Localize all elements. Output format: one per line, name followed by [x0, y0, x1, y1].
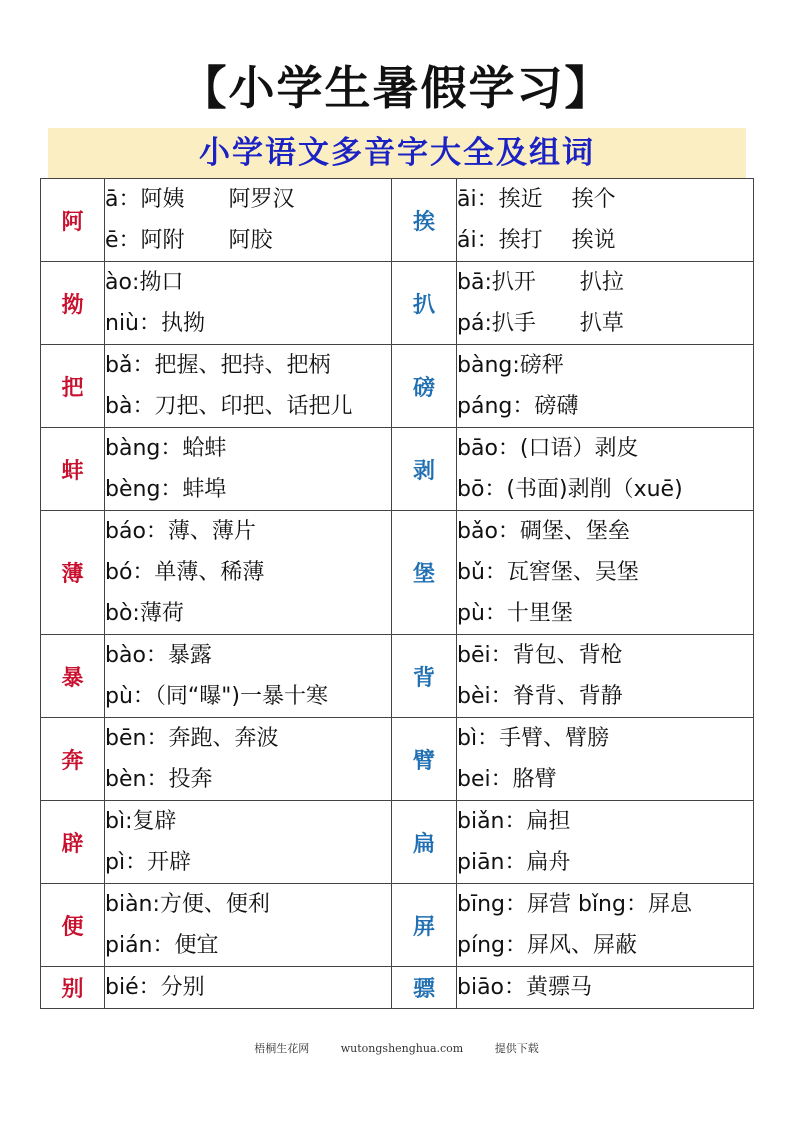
pronunciation-line: bāo：(口语）剥皮 [457, 436, 639, 461]
right-character-cell: 背 [392, 635, 457, 718]
pronunciation-line: bō：(书面)剥削（xuē) [457, 477, 683, 502]
table-row [41, 511, 754, 635]
left-character-cell: 辟 [41, 801, 105, 884]
pronunciation-line: biāo：黄骠马 [457, 975, 593, 1000]
pronunciation-line: pù：十里堡 [457, 601, 573, 626]
left-entries-cell [105, 511, 392, 635]
pronunciation-line: pá:扒手 扒草 [457, 311, 624, 336]
left-entries-cell [105, 967, 392, 1009]
pronunciation-line: báo：薄、薄片 [105, 519, 256, 544]
right-character-cell: 骠 [392, 967, 457, 1009]
pronunciation-line: biàn:方便、便利 [105, 892, 270, 917]
polyphone-table [40, 178, 754, 1009]
pronunciation-line: bèn：投奔 [105, 767, 213, 792]
pronunciation-line: ái：挨打 挨说 [457, 228, 616, 253]
pronunciation-line: páng：磅礴 [457, 394, 579, 419]
right-character-cell: 扁 [392, 801, 457, 884]
pronunciation-line: bì：手臂、臂膀 [457, 726, 610, 751]
pronunciation-line: bié：分别 [105, 975, 205, 1000]
pronunciation-line: piān：扁舟 [457, 850, 571, 875]
left-character-cell: 把 [41, 345, 105, 428]
left-character-cell: 蚌 [41, 428, 105, 511]
pronunciation-line: pù：（同“曝")一暴十寒 [105, 684, 329, 709]
pronunciation-line: bā:扒开 扒拉 [457, 270, 624, 295]
table-row [41, 884, 754, 967]
right-character-cell: 屏 [392, 884, 457, 967]
page-subtitle: 小学语文多音字大全及组词 [199, 135, 595, 171]
pronunciation-line: pián：便宜 [105, 933, 219, 958]
left-entries-cell [105, 179, 392, 262]
table-row [41, 262, 754, 345]
pronunciation-line: ā：阿姨 阿罗汉 [105, 187, 295, 212]
pronunciation-line: bàng：蛤蚌 [105, 436, 227, 461]
table-row [41, 345, 754, 428]
left-character-cell: 薄 [41, 511, 105, 635]
right-entries-cell [457, 884, 754, 967]
footer-note: 提供下载 [494, 1042, 539, 1055]
footer [0, 1040, 793, 1056]
right-entries-cell [457, 428, 754, 511]
pronunciation-line: bèng：蚌埠 [105, 477, 227, 502]
pronunciation-line: bēn：奔跑、奔波 [105, 726, 279, 751]
pronunciation-line: bīng：屏营 bǐng：屏息 [457, 892, 692, 917]
right-entries-cell [457, 511, 754, 635]
pronunciation-line: niù：执拗 [105, 311, 205, 336]
right-character-cell: 堡 [392, 511, 457, 635]
table-row [41, 967, 754, 1009]
left-character-cell: 拗 [41, 262, 105, 345]
right-entries-cell [457, 262, 754, 345]
table-row [41, 718, 754, 801]
table-row [41, 801, 754, 884]
right-entries-cell [457, 801, 754, 884]
right-entries-cell [457, 635, 754, 718]
left-entries-cell [105, 801, 392, 884]
right-entries-cell [457, 718, 754, 801]
right-character-cell: 扒 [392, 262, 457, 345]
pronunciation-line: bì:复辟 [105, 809, 177, 834]
pronunciation-line: píng：屏风、屏蔽 [457, 933, 637, 958]
table-row [41, 179, 754, 262]
pronunciation-line: bēi：背包、背枪 [457, 643, 623, 668]
left-entries-cell [105, 635, 392, 718]
left-character-cell: 阿 [41, 179, 105, 262]
pronunciation-line: āi：挨近 挨个 [457, 187, 616, 212]
left-character-cell: 便 [41, 884, 105, 967]
pronunciation-line: bǎo：碉堡、堡垒 [457, 519, 630, 544]
pronunciation-line: bò:薄荷 [105, 601, 184, 626]
page-title: 【小学生暑假学习】 [180, 61, 613, 115]
right-entries-cell [457, 179, 754, 262]
footer-site-name: 梧桐生花网 [254, 1042, 310, 1055]
pronunciation-line: bǎ：把握、把持、把柄 [105, 353, 331, 378]
pronunciation-line: bèi：脊背、背静 [457, 684, 623, 709]
left-entries-cell [105, 884, 392, 967]
pronunciation-line: ē：阿附 阿胶 [105, 228, 273, 253]
footer-url[interactable]: wutongshenghua.com [340, 1042, 464, 1055]
pronunciation-line: bó：单薄、稀薄 [105, 560, 265, 585]
left-character-cell: 暴 [41, 635, 105, 718]
pronunciation-line: bào：暴露 [105, 643, 212, 668]
right-character-cell: 磅 [392, 345, 457, 428]
table-row [41, 428, 754, 511]
left-character-cell: 奔 [41, 718, 105, 801]
pronunciation-line: bǔ：瓦窖堡、吴堡 [457, 560, 639, 585]
pronunciation-line: bàng:磅秤 [457, 353, 564, 378]
left-entries-cell [105, 428, 392, 511]
pronunciation-line: biǎn：扁担 [457, 809, 571, 834]
right-entries-cell [457, 345, 754, 428]
left-entries-cell [105, 345, 392, 428]
pronunciation-line: bei：胳臂 [457, 767, 557, 792]
left-entries-cell [105, 262, 392, 345]
right-character-cell: 挨 [392, 179, 457, 262]
table-row [41, 635, 754, 718]
right-character-cell: 剥 [392, 428, 457, 511]
pronunciation-line: ào:拗口 [105, 270, 184, 295]
pronunciation-line: pì：开辟 [105, 850, 192, 875]
left-character-cell: 别 [41, 967, 105, 1009]
left-entries-cell [105, 718, 392, 801]
right-character-cell: 臂 [392, 718, 457, 801]
right-entries-cell [457, 967, 754, 1009]
pronunciation-line: bà：刀把、印把、话把儿 [105, 394, 353, 419]
